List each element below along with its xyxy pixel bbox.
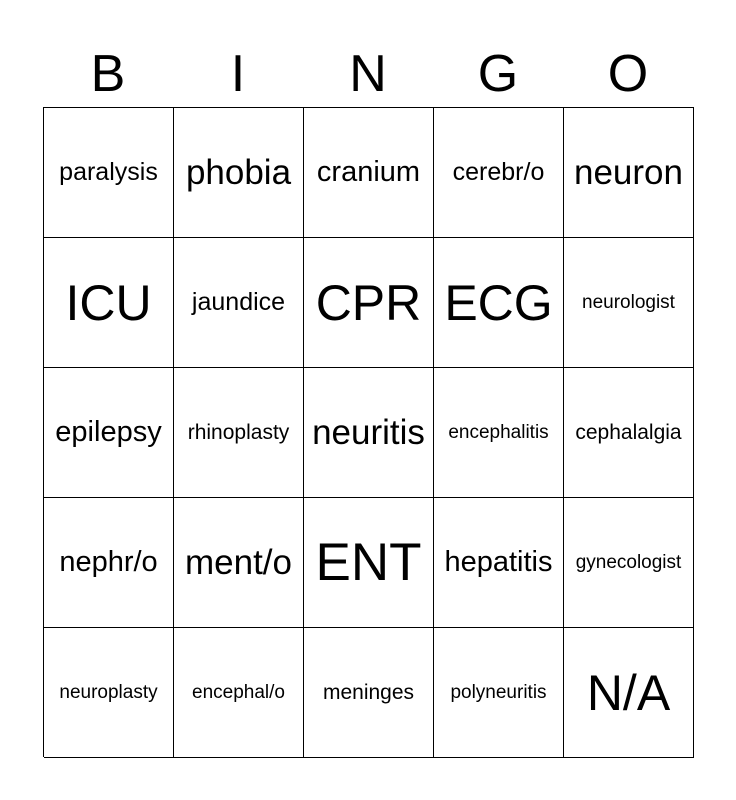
bingo-cell[interactable]: ment/o: [174, 498, 304, 628]
header-letter-n: N: [349, 45, 387, 103]
bingo-cell[interactable]: neuritis: [304, 368, 434, 498]
bingo-cell[interactable]: neuroplasty: [44, 628, 174, 758]
header-letter-b: B: [90, 45, 126, 103]
bingo-cell[interactable]: meninges: [304, 628, 434, 758]
bingo-cell[interactable]: gynecologist: [564, 498, 694, 628]
header-letter-g: G: [477, 45, 519, 103]
bingo-cell[interactable]: epilepsy: [44, 368, 174, 498]
bingo-cell[interactable]: polyneuritis: [434, 628, 564, 758]
header-letter-i: I: [230, 45, 246, 103]
bingo-cell[interactable]: nephr/o: [44, 498, 174, 628]
bingo-cell[interactable]: cephalalgia: [564, 368, 694, 498]
bingo-cell[interactable]: cranium: [304, 108, 434, 238]
bingo-cell[interactable]: jaundice: [174, 238, 304, 368]
bingo-cell[interactable]: encephal/o: [174, 628, 304, 758]
bingo-cell[interactable]: ECG: [434, 238, 564, 368]
bingo-cell[interactable]: encephalitis: [434, 368, 564, 498]
bingo-cell[interactable]: CPR: [304, 238, 434, 368]
bingo-cell[interactable]: rhinoplasty: [174, 368, 304, 498]
bingo-cell[interactable]: ICU: [44, 238, 174, 368]
bingo-cell[interactable]: paralysis: [44, 108, 174, 238]
bingo-cell[interactable]: neurologist: [564, 238, 694, 368]
bingo-header: [43, 42, 693, 106]
bingo-cell-free[interactable]: N/A: [564, 628, 694, 758]
bingo-cell[interactable]: neuron: [564, 108, 694, 238]
bingo-cell[interactable]: phobia: [174, 108, 304, 238]
bingo-board: [43, 107, 694, 757]
header-letter-o: O: [607, 45, 649, 103]
bingo-cell[interactable]: ENT: [304, 498, 434, 628]
bingo-cell[interactable]: cerebr/o: [434, 108, 564, 238]
bingo-cell[interactable]: hepatitis: [434, 498, 564, 628]
